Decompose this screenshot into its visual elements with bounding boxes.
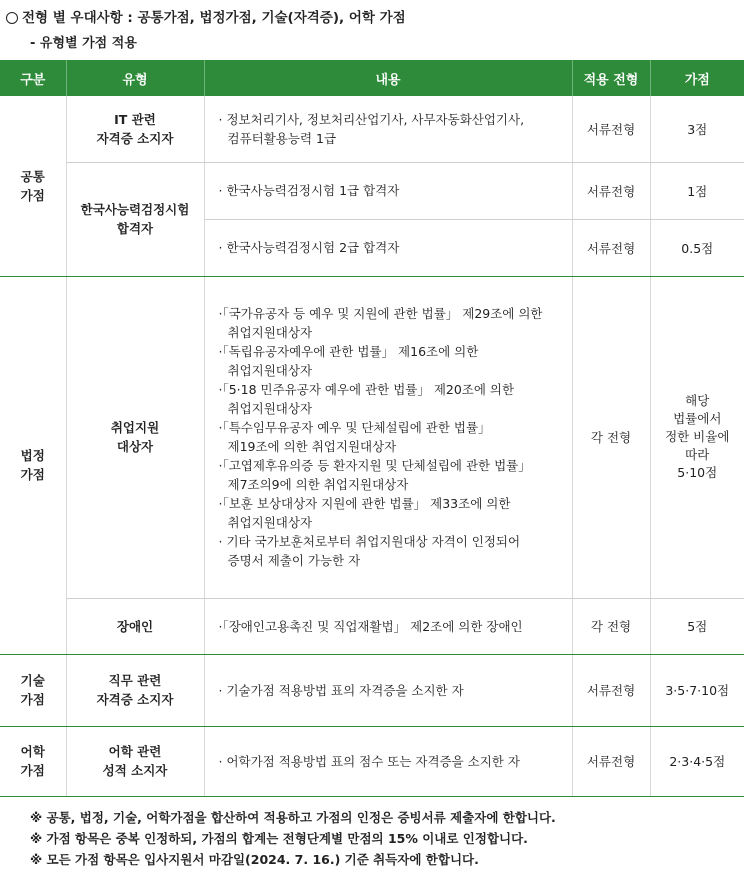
stage-employment: 각 전형: [572, 276, 650, 598]
group-legal: 법정 가점: [0, 276, 66, 654]
content-line: ·「국가유공자 등 예우 및 지원에 관한 법률」 제29조에 의한: [218, 306, 543, 321]
table-header-row: [0, 60, 744, 96]
stage-it: 서류전형: [572, 96, 650, 162]
content-employment: [204, 276, 572, 598]
section-title: 전형 별 우대사항 : 공통가점, 법정가점, 기술(자격증), 어학 가점: [22, 10, 406, 26]
points-employment: 해당 법률에서 정한 비율에 따라 5·10점: [650, 276, 744, 598]
content-lang: · 어학가점 적용방법 표의 점수 또는 자격증을 소지한 자: [204, 726, 572, 796]
footnote: ※ 가점 항목은 중복 인정하되, 가점의 합계는 전형단계별 만점의 15% 이내로 인정합니다.: [30, 830, 528, 846]
type-tech: 직무 관련 자격증 소지자: [66, 654, 204, 726]
group-tech: 기술 가점: [0, 654, 66, 726]
content-history1: · 한국사능력검정시험 1급 합격자: [204, 162, 572, 219]
stage-tech: 서류전형: [572, 654, 650, 726]
section-header: [0, 0, 744, 60]
type-disabled: 장애인: [66, 598, 204, 654]
bonus-points-table: [0, 60, 744, 797]
table-row: [0, 654, 744, 726]
header-content: 내용: [204, 60, 572, 96]
content-line: 취업지원대상자: [227, 325, 313, 340]
content-line: 제7조의9에 의한 취업지원대상자: [227, 477, 409, 492]
table-row: [0, 598, 744, 654]
points-disabled: 5점: [650, 598, 744, 654]
content-history2: · 한국사능력검정시험 2급 합격자: [204, 219, 572, 276]
content-tech: · 기술가점 적용방법 표의 자격증을 소지한 자: [204, 654, 572, 726]
table-row: [0, 162, 744, 219]
footnote: ※ 모든 가점 항목은 입사지원서 마감일(2024. 7. 16.) 기준 취득자에 한합니다.: [30, 851, 479, 867]
points-history1: 1점: [650, 162, 744, 219]
group-common: 공통 가점: [0, 96, 66, 276]
table-row: [0, 96, 744, 162]
content-line: ·「5·18 민주유공자 예우에 관한 법률」 제20조에 의한: [218, 382, 515, 397]
header-type: 유형: [66, 60, 204, 96]
content-line: ·「보훈 보상대상자 지원에 관한 법률」 제33조에 의한: [218, 496, 511, 511]
stage-disabled: 각 전형: [572, 598, 650, 654]
type-it: IT 관련 자격증 소지자: [66, 96, 204, 162]
stage-history1: 서류전형: [572, 162, 650, 219]
header-stage: 적용 전형: [572, 60, 650, 96]
points-history2: 0.5점: [650, 219, 744, 276]
stage-lang: 서류전형: [572, 726, 650, 796]
content-line: ·「고엽제후유의증 등 환자지원 및 단체설립에 관한 법률」: [218, 458, 531, 473]
table-row: [0, 726, 744, 796]
points-it: 3점: [650, 96, 744, 162]
type-employment: 취업지원 대상자: [66, 276, 204, 598]
content-line: 취업지원대상자: [227, 363, 313, 378]
header-points: 가점: [650, 60, 744, 96]
content-disabled: ·「장애인고용촉진 및 직업재활법」 제2조에 의한 장애인: [204, 598, 572, 654]
type-history: 한국사능력검정시험 합격자: [66, 162, 204, 276]
content-line: 취업지원대상자: [227, 401, 313, 416]
footnote: ※ 공통, 법정, 기술, 어학가점을 합산하여 적용하고 가점의 인정은 증빙서류 제출자에 한합니다.: [30, 809, 556, 825]
content-line: · 정보처리기사, 정보처리산업기사, 사무자동화산업기사,: [218, 111, 525, 127]
content-line: ·「특수임무유공자 예우 및 단체설립에 관한 법률」: [218, 420, 491, 435]
hollow-circle-icon: [6, 12, 18, 24]
header-category: 구분: [0, 60, 66, 96]
stage-history2: 서류전형: [572, 219, 650, 276]
points-tech: 3·5·7·10점: [650, 654, 744, 726]
points-lang: 2·3·4·5점: [650, 726, 744, 796]
section-title-line: [6, 6, 406, 26]
content-line: ·「독립유공자예우에 관한 법률」 제16조에 의한: [218, 344, 479, 359]
content-line: 제19조에 의한 취업지원대상자: [227, 439, 397, 454]
content-line: · 기타 국가보훈처로부터 취업지원대상 자격이 인정되어: [218, 534, 521, 549]
table-row: [0, 276, 744, 598]
content-line: 증명서 제출이 가능한 자: [227, 553, 361, 568]
section-subtitle: - 유형별 가점 적용: [30, 36, 137, 51]
content-line: 컴퓨터활용능력 1급: [227, 130, 337, 146]
footnotes: [0, 807, 744, 870]
group-lang: 어학 가점: [0, 726, 66, 796]
type-lang: 어학 관련 성적 소지자: [66, 726, 204, 796]
content-it: [204, 96, 572, 162]
content-line: 취업지원대상자: [227, 515, 313, 530]
